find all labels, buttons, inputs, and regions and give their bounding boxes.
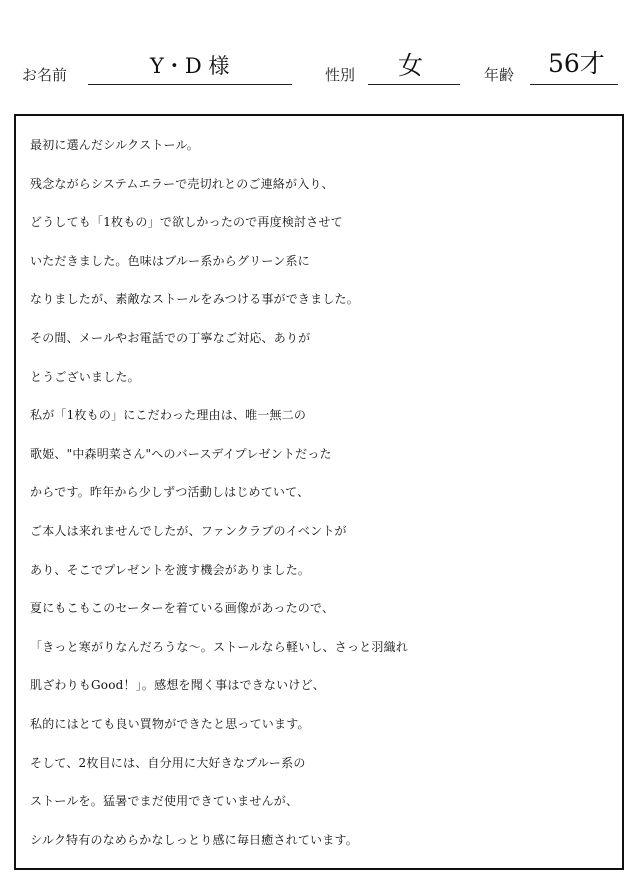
letter-line: いただきました。色味はブルー系からグリーン系に bbox=[30, 253, 310, 268]
name-underline bbox=[88, 84, 292, 85]
name-value: Y・D 様 bbox=[150, 54, 230, 78]
letter-line: その間、メールやお電話での丁寧なご対応、ありが bbox=[30, 330, 311, 345]
age-underline bbox=[530, 84, 618, 85]
age-value: 56才 bbox=[548, 49, 605, 78]
letter-line: 私が「1枚もの」にこだわった理由は、唯一無二の bbox=[30, 408, 307, 423]
letter-line: ストールを。猛暑でまだ使用できていませんが、 bbox=[30, 794, 299, 809]
letter-line: 私的にはとても良い買物ができたと思っています。 bbox=[30, 716, 310, 731]
letter-line: なりましたが、素敵なストールをみつける事ができました。 bbox=[30, 292, 359, 307]
letter-body bbox=[30, 126, 620, 859]
letter-line: そして、2枚目には、自分用に大好きなブルー系の bbox=[30, 755, 306, 770]
letter-line: どうしても「1枚もの」で欲しかったので再度検討させて bbox=[30, 215, 343, 230]
letter-line: 肌ざわりもGood！」。感想を聞く事はできないけど、 bbox=[30, 678, 325, 693]
letter-line: 夏にもこもこのセーターを着ている画像があったので、 bbox=[30, 601, 335, 616]
letter-line: あり、そこでプレゼントを渡す機会がありました。 bbox=[30, 562, 311, 577]
letter-line: 残念ながらシステムエラーで売切れとのご連絡が入り、 bbox=[30, 176, 334, 191]
letter-line: 歌姫、"中森明菜さん"へのバースデイプレゼントだった bbox=[30, 446, 332, 461]
gender-underline bbox=[368, 84, 460, 85]
age-label: 年齢 bbox=[484, 66, 515, 84]
gender-label: 性別 bbox=[325, 66, 356, 84]
letter-line: からです。昨年から少しずつ活動しはじめていて、 bbox=[30, 485, 310, 500]
letter-line: とうございました。 bbox=[30, 369, 140, 384]
gender-value: 女 bbox=[398, 51, 424, 80]
letter-line: シルク特有のなめらかなしっとり感に毎日癒されています。 bbox=[30, 832, 358, 847]
name-label: お名前 bbox=[22, 66, 68, 84]
letter-line: 「きっと寒がりなんだろうな～。ストールなら軽いし、さっと羽織れ bbox=[30, 639, 408, 654]
form-header bbox=[0, 0, 640, 110]
letter-line: ご本人は来れませんでしたが、ファンクラブのイベントが bbox=[30, 523, 347, 538]
letter-line: 最初に選んだシルクストール。 bbox=[30, 138, 199, 152]
